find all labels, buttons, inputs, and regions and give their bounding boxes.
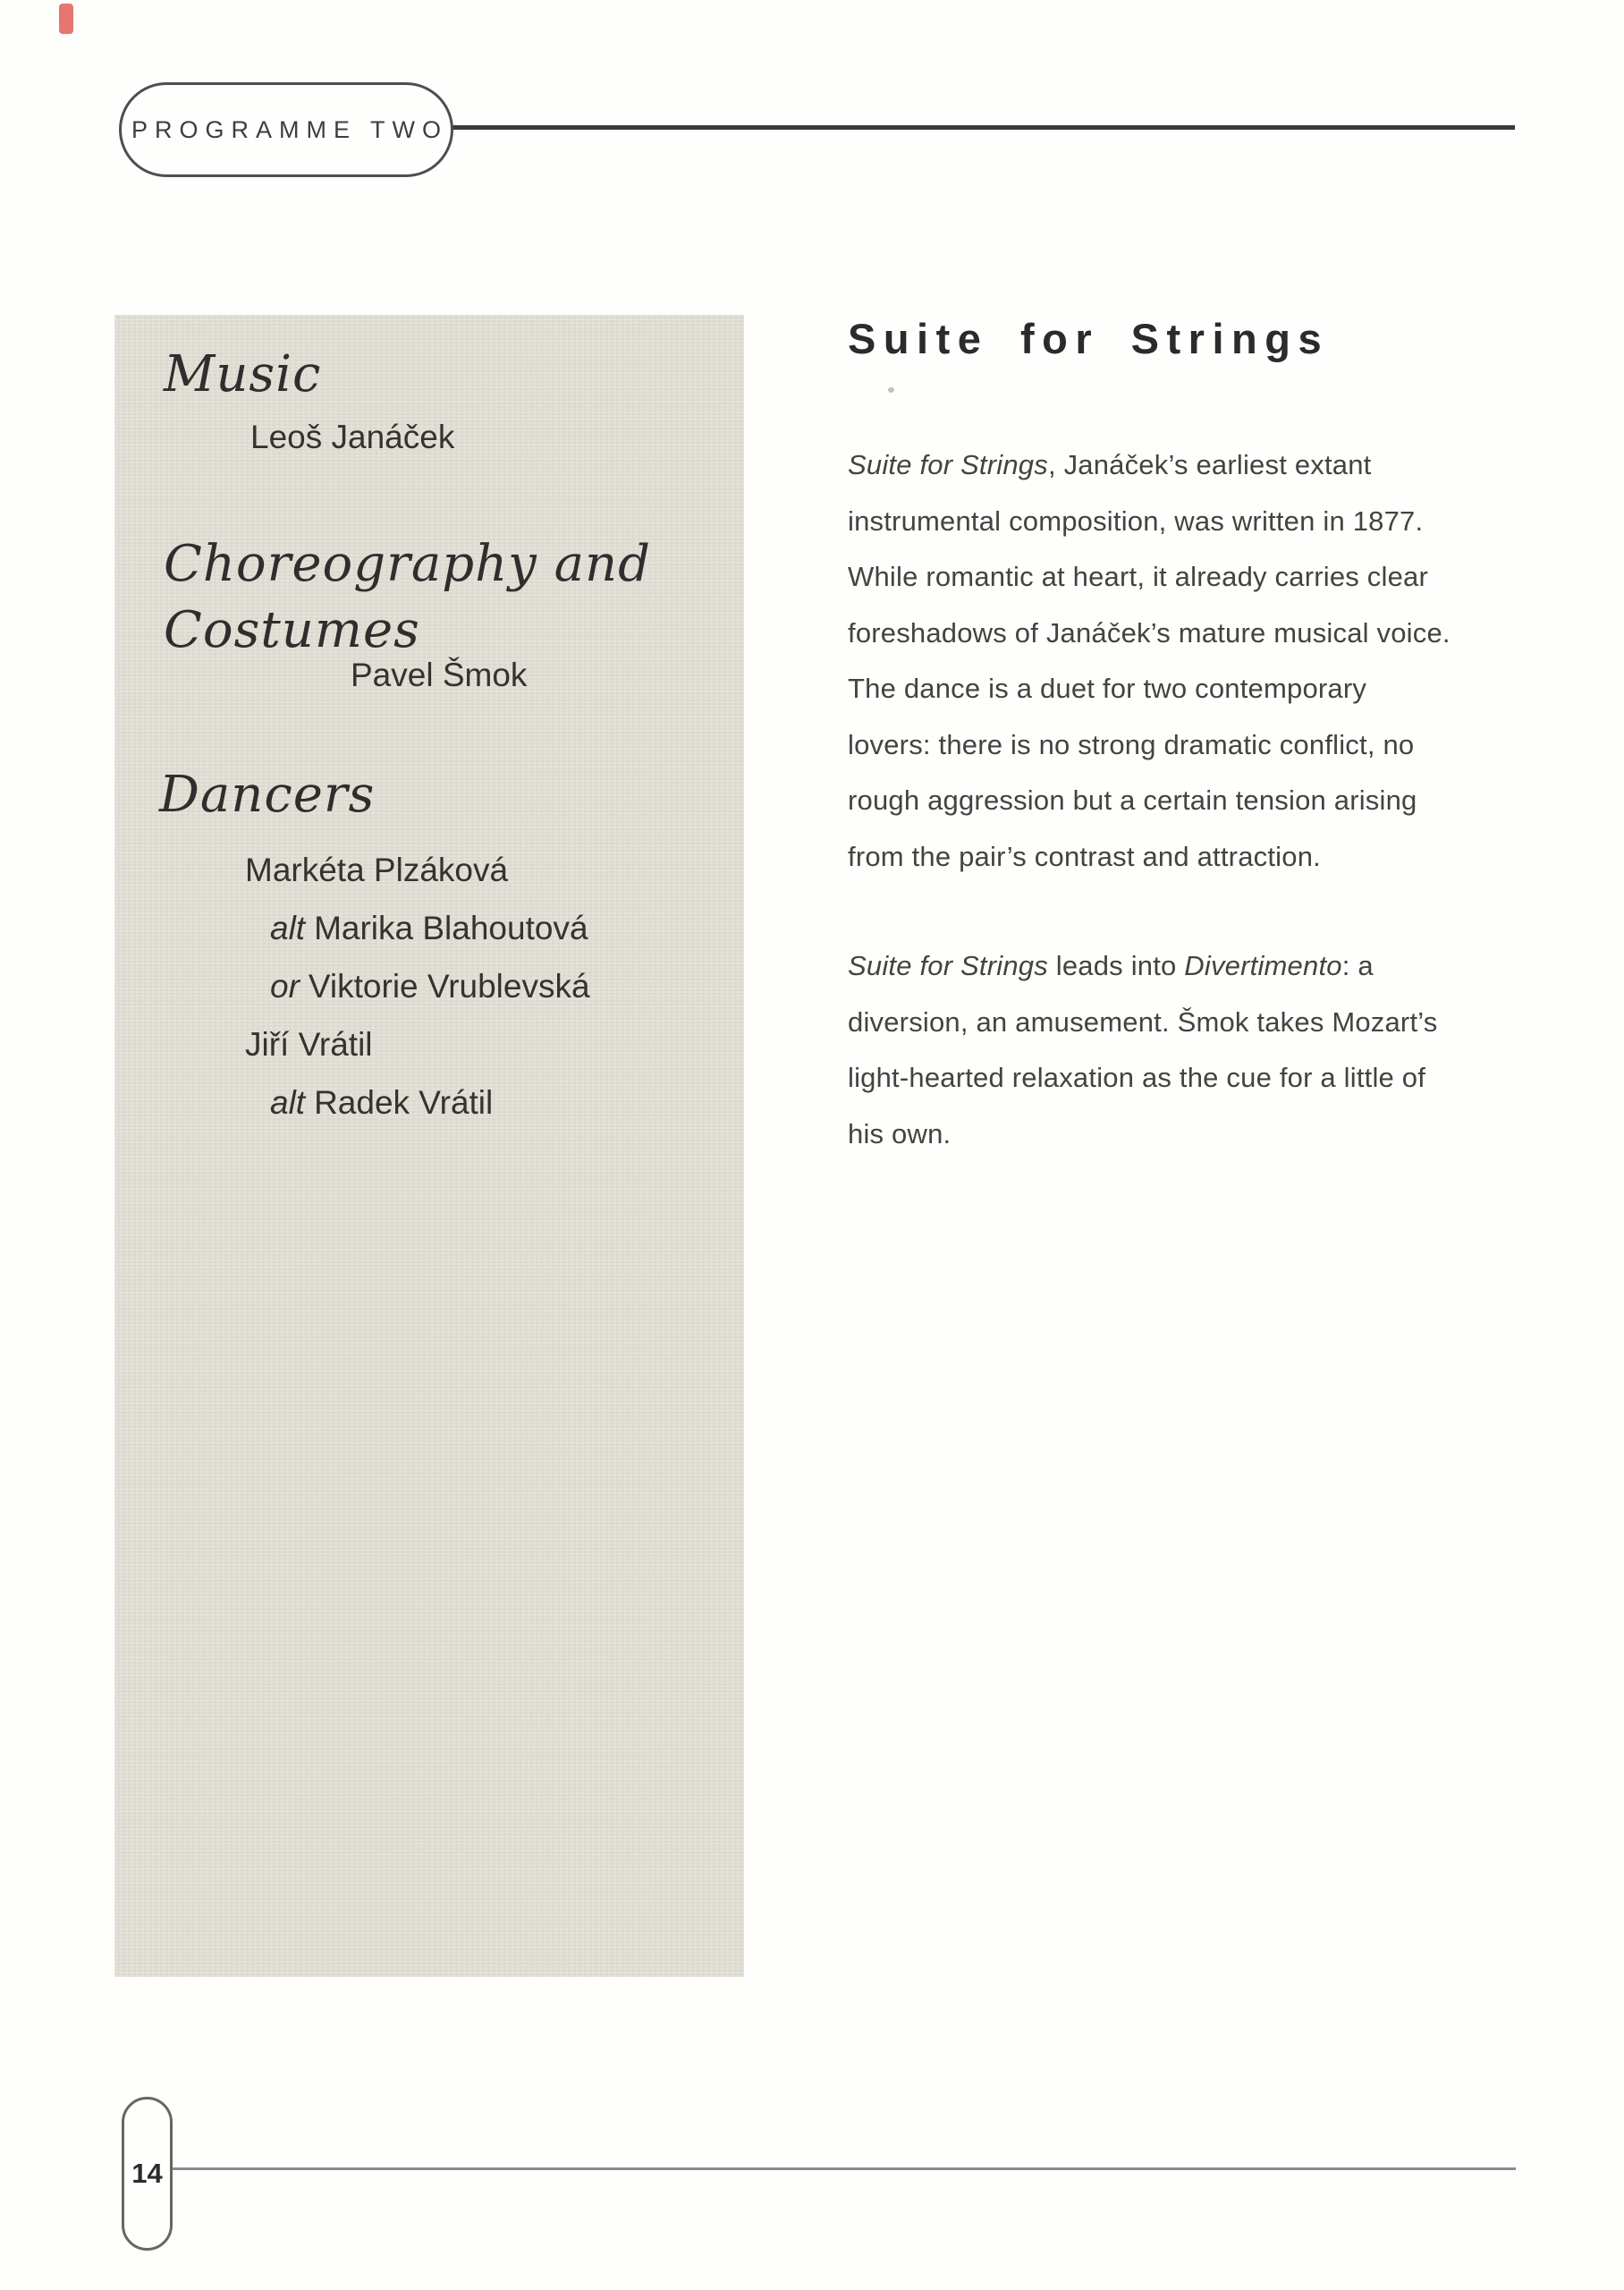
dancer-name: Radek Vrátil [314,1083,494,1121]
programme-header-label: PROGRAMME TWO [131,115,448,143]
choreography-label-line1: Choreography and [164,535,651,593]
dancer-list [245,841,590,1132]
line-text: leads into [1047,950,1185,981]
music-label: Music [164,345,322,403]
article-line: The dance is a duet for two contemporary [848,673,1367,704]
dancer-row [245,841,590,899]
credits-panel [114,315,744,1977]
article-line: foreshadows of Janáček’s mature musical voice. [848,616,1451,649]
line-text: : a [1341,950,1374,981]
dancer-name: Viktorie Vrublevská [308,967,590,1005]
article-line: light-hearted relaxation as the cue for a little of [848,1062,1426,1093]
dancer-row [245,1015,590,1073]
header-rule [451,125,1515,130]
dancers-label: Dancers [159,766,376,824]
article-line: instrumental composition, was written in 1877. [848,505,1424,537]
choreography-name: Pavel Šmok [351,657,528,693]
programme-header-badge [119,82,453,177]
article-title: Suite for Strings [848,315,1330,362]
article-line: diversion, an amusement. Šmok takes Mozart’s [848,1005,1438,1038]
article-line: lovers: there is no strong dramatic conflict, no [848,728,1415,760]
page-number-badge [122,2097,173,2251]
dancer-row [245,1073,590,1132]
music-name: Leoš Janáček [250,419,455,455]
dancer-alt-prefix: alt [270,909,306,946]
dancer-name: Markéta Plzáková [245,851,509,888]
article-line: While romantic at heart, it already carries clear [848,561,1428,592]
dancer-row [245,899,590,957]
article-line [848,437,1563,494]
dancer-or-prefix: or [270,967,300,1005]
choreography-label-line2: Costumes [164,601,420,659]
dancer-name: Marika Blahoutová [314,909,588,946]
scan-speck [888,387,894,393]
italic-work-title: Suite for Strings [848,449,1048,480]
red-scan-artifact [59,4,73,34]
article-line: his own. [848,1117,952,1149]
dancer-alt-prefix: alt [270,1083,306,1121]
page-number: 14 [131,2158,163,2189]
italic-work-title: Suite for Strings [848,950,1048,981]
article-line: rough aggression but a certain tension arising [848,785,1417,816]
footer-rule [173,2167,1516,2170]
line-text: , Janáček’s earliest extant [1047,449,1372,480]
article-paragraph-2 [848,938,1563,1162]
italic-work-title: Divertimento [1184,950,1342,981]
article-paragraph-1 [848,437,1563,885]
choreography-label [164,531,651,664]
article-line [848,938,1563,995]
dancer-name: Jiří Vrátil [245,1025,373,1063]
article-line: from the pair’s contrast and attraction. [848,840,1321,872]
dancer-row [245,957,590,1015]
